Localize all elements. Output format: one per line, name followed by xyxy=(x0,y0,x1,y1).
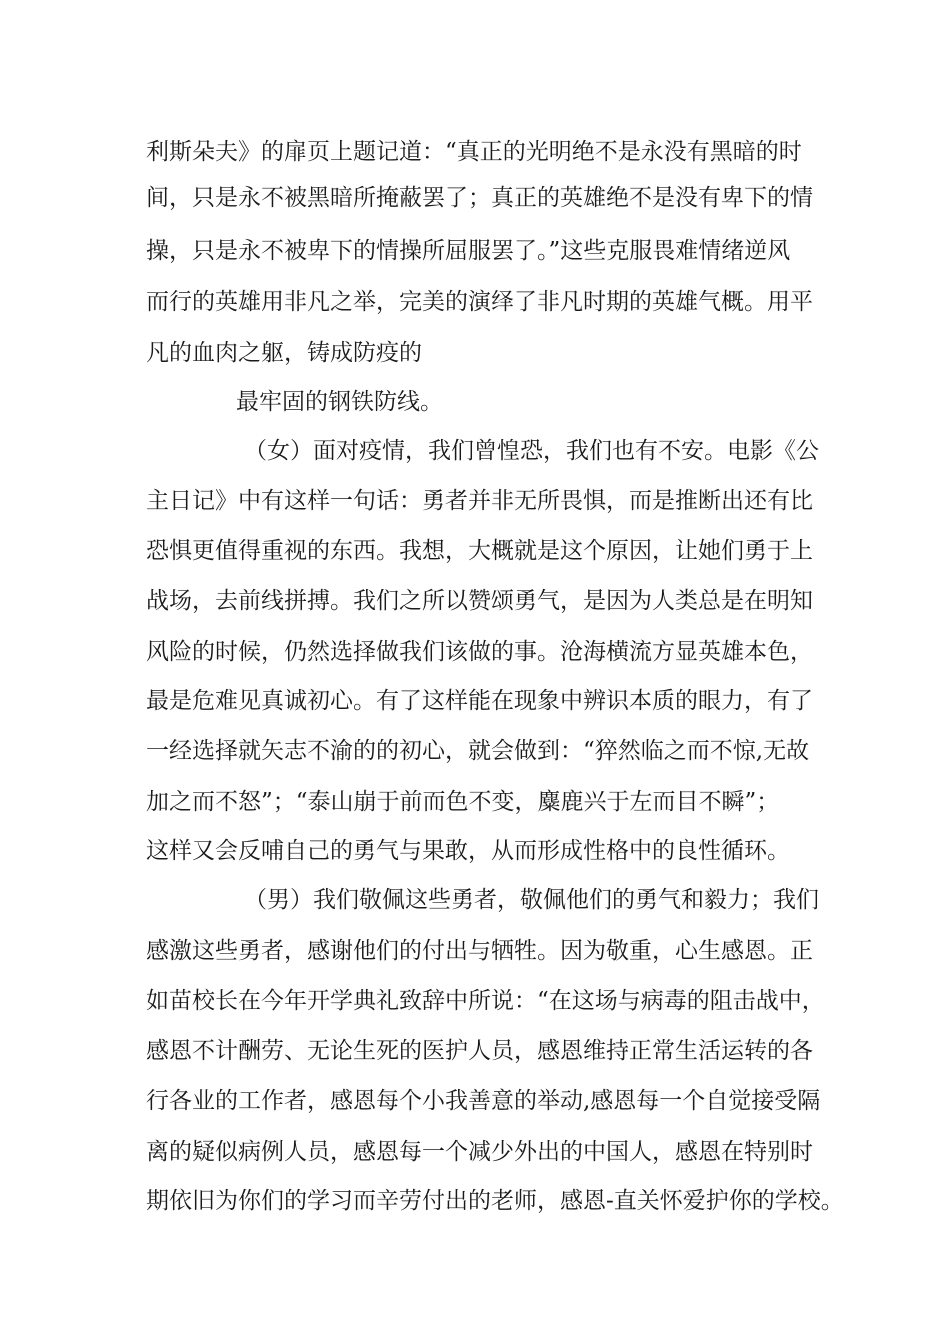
text-line: 主日记》中有这样一句话：勇者并非无所畏惧，而是推断出还有比 xyxy=(146,488,813,514)
text-line: 利斯朵夫》的扉页上题记道：“真正的光明绝不是永没有黑暗的时 xyxy=(146,139,802,165)
text-line: 凡的血肉之躯，铸成防疫的 xyxy=(146,340,422,366)
paragraph-start-line: （男）我们敬佩这些勇者，敬佩他们的勇气和毅力；我们 xyxy=(244,887,819,913)
text-line: 如苗校长在今年开学典礼致辞中所说：“在这场与病毒的阻击战中， xyxy=(146,988,825,1014)
text-line: 感激这些勇者，感谢他们的付出与牺牲。因为敬重，心生感恩。正 xyxy=(146,938,813,964)
text-line: 感恩不计酬劳、无论生死的医护人员，感恩维持正常生活运转的各 xyxy=(146,1038,813,1064)
text-line: 离的疑似病例人员，感恩每一个减少外出的中国人，感恩在特别时 xyxy=(146,1139,813,1165)
text-line: 加之而不怒”；“泰山崩于前而色不变，麋鹿兴于左而目不瞬”； xyxy=(146,789,780,815)
text-line: 间，只是永不被黑暗所掩蔽罢了；真正的英雄绝不是没有卑下的情 xyxy=(146,185,813,211)
text-line: 一经选择就矢志不渝的的初心，就会做到：“猝然临之而不惊,无故 xyxy=(146,738,810,764)
text-line: 期依旧为你们的学习而辛劳付出的老师，感恩-直关怀爱护你的学校。 xyxy=(146,1188,844,1214)
text-line: 风险的时候，仍然选择做我们该做的事。沧海横流方显英雄本色， xyxy=(146,639,813,665)
paragraph-start-line: （女）面对疫情，我们曾惶恐，我们也有不安。电影《公 xyxy=(244,438,819,464)
text-line: 操，只是永不被卑下的情操所屈服罢了。”这些克服畏难情绪逆风 xyxy=(146,238,791,264)
text-line: 战场，去前线拼搏。我们之所以赞颂勇气，是因为人类总是在明知 xyxy=(146,588,813,614)
text-line: 恐惧更值得重视的东西。我想，大概就是这个原因，让她们勇于上 xyxy=(146,538,813,564)
text-line: 行各业的工作者，感恩每个小我善意的举动,感恩每一个自觉接受隔 xyxy=(146,1088,821,1114)
text-line: 而行的英雄用非凡之举，完美的演绎了非凡时期的英雄气概。用平 xyxy=(146,289,813,315)
text-line: 最牢固的钢铁防线。 xyxy=(236,389,443,415)
text-line: 最是危难见真诚初心。有了这样能在现象中辨识本质的眼力，有了 xyxy=(146,688,813,714)
text-line: 这样又会反哺自己的勇气与果敢，从而形成性格中的良性循环。 xyxy=(146,838,790,864)
